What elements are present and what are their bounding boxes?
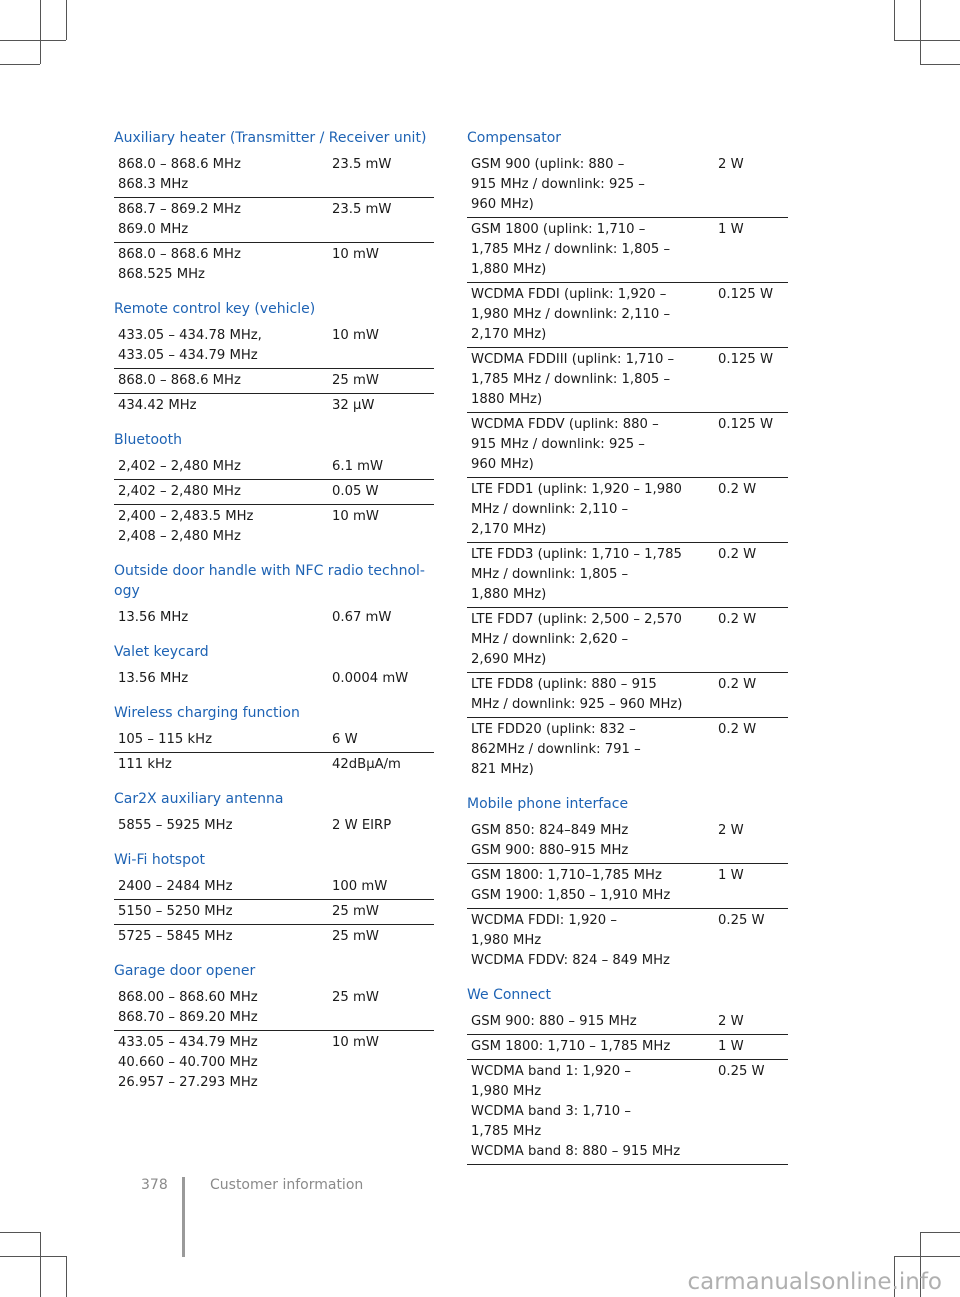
- table-row: [467, 819, 788, 864]
- frequency-cell: 433.05 – 434.78 MHz, 433.05 – 434.79 MHz: [114, 324, 328, 369]
- table-row: [114, 394, 434, 419]
- crop-mark: [894, 40, 960, 41]
- section-title: Bluetooth: [114, 432, 182, 448]
- table-row: [467, 413, 788, 478]
- frequency-cell: 433.05 – 434.79 MHz 40.660 – 40.700 MHz 26.957 – 27.293 MHz: [118, 1035, 258, 1090]
- table-row: [114, 505, 434, 550]
- power-cell: 42dBµA/m: [332, 757, 401, 772]
- table-row: [467, 1035, 788, 1060]
- power-cell: 0.25 W: [718, 913, 765, 928]
- table-row: [114, 667, 434, 691]
- table-row: [114, 875, 434, 900]
- table-row: [114, 324, 434, 369]
- spec-section: [467, 128, 788, 782]
- spec-section: [114, 642, 434, 691]
- power-cell: 25 mW: [332, 929, 379, 944]
- spec-table: [114, 728, 434, 777]
- frequency-cell: WCDMA FDDIII (uplink: 1,710 – 1,785 MHz / downlink: 1,805 – 1880 MHz): [467, 348, 714, 413]
- power-cell: 6 W: [328, 728, 434, 753]
- crop-mark: [40, 0, 41, 64]
- table-row: [114, 153, 434, 198]
- table-row: [467, 864, 788, 909]
- watermark: carmanualsonline.info: [687, 1269, 942, 1295]
- frequency-cell: GSM 900: 880 – 915 MHz: [467, 1010, 714, 1035]
- section-title: Garage door opener: [114, 963, 256, 979]
- spec-table: [467, 153, 788, 782]
- frequency-cell: GSM 1800: 1,710 – 1,785 MHz: [467, 1035, 714, 1060]
- spec-table: [114, 986, 434, 1095]
- crop-mark: [66, 0, 67, 40]
- section-title: Outside door handle with NFC radio technol- ogy: [114, 563, 425, 599]
- power-cell: 0.67 mW: [332, 610, 392, 625]
- table-row: [467, 608, 788, 673]
- table-row: [467, 543, 788, 608]
- section-title: Valet keycard: [114, 644, 209, 660]
- power-cell: 10 mW: [332, 509, 379, 524]
- power-cell: 25 mW: [328, 900, 434, 925]
- table-row: [114, 198, 434, 243]
- power-cell: 0.125 W: [714, 413, 788, 478]
- frequency-cell: 2,400 – 2,483.5 MHz 2,408 – 2,480 MHz: [118, 509, 254, 544]
- table-row: [467, 218, 788, 283]
- table-row: [467, 478, 788, 543]
- spec-section: [114, 561, 434, 630]
- frequency-cell: 868.0 – 868.6 MHz 868.525 MHz: [118, 247, 241, 282]
- crop-mark: [0, 64, 40, 65]
- power-cell: 1 W: [714, 218, 788, 283]
- table-row: [467, 283, 788, 348]
- table-row: [467, 718, 788, 783]
- power-cell: 10 mW: [332, 247, 379, 262]
- frequency-cell: LTE FDD20 (uplink: 832 – 862MHz / downlink: 791 – 821 MHz): [471, 722, 641, 777]
- frequency-cell: GSM 900 (uplink: 880 – 915 MHz / downlink: 925 – 960 MHz): [467, 153, 714, 218]
- power-cell: 10 mW: [332, 1035, 379, 1050]
- table-row: [467, 153, 788, 218]
- crop-mark: [920, 64, 960, 65]
- frequency-cell: WCDMA band 1: 1,920 – 1,980 MHz WCDMA band 3: 1,710 – 1,785 MHz WCDMA band 8: 880 – 915 MHz: [467, 1060, 714, 1165]
- frequency-cell: 111 kHz: [118, 757, 172, 772]
- power-cell: 1 W: [714, 1035, 788, 1060]
- table-row: [467, 348, 788, 413]
- spec-table: [114, 875, 434, 949]
- frequency-cell: GSM 1800 (uplink: 1,710 – 1,785 MHz / downlink: 1,805 – 1,880 MHz): [467, 218, 714, 283]
- frequency-cell: GSM 1800: 1,710–1,785 MHz GSM 1900: 1,850 – 1,910 MHz: [467, 864, 714, 909]
- table-row: [114, 753, 434, 778]
- spec-section: [114, 299, 434, 418]
- section-title: Car2X auxiliary antenna: [114, 791, 284, 807]
- page-footer: [0, 1177, 960, 1267]
- spec-section: [114, 128, 434, 287]
- power-cell: 0.125 W: [714, 283, 788, 348]
- spec-section: [114, 961, 434, 1095]
- section-title: Mobile phone interface: [467, 796, 629, 812]
- left-column: [114, 128, 434, 1107]
- spec-table: [467, 1010, 788, 1165]
- power-cell: 100 mW: [328, 875, 434, 900]
- crop-mark: [894, 0, 895, 40]
- power-cell: 0.2 W: [714, 478, 788, 543]
- power-cell: 0.2 W: [718, 722, 757, 737]
- spec-section: [114, 789, 434, 838]
- spec-section: [467, 794, 788, 973]
- table-row: [467, 909, 788, 974]
- power-cell: 6.1 mW: [328, 455, 434, 480]
- spec-section: [467, 985, 788, 1165]
- spec-table: [114, 324, 434, 418]
- frequency-cell: LTE FDD1 (uplink: 1,920 – 1,980 MHz / downlink: 2,110 – 2,170 MHz): [467, 478, 714, 543]
- power-cell: 23.5 mW: [328, 198, 434, 243]
- footer-divider: [182, 1177, 185, 1257]
- power-cell: 0.2 W: [714, 543, 788, 608]
- frequency-cell: 868.00 – 868.60 MHz 868.70 – 869.20 MHz: [114, 986, 328, 1031]
- power-cell: 0.2 W: [714, 608, 788, 673]
- power-cell: 1 W: [714, 864, 788, 909]
- frequency-cell: 105 – 115 kHz: [114, 728, 328, 753]
- power-cell: 0.125 W: [714, 348, 788, 413]
- frequency-cell: 5725 – 5845 MHz: [118, 929, 233, 944]
- frequency-cell: 13.56 MHz: [118, 610, 189, 625]
- frequency-cell: WCDMA FDDI: 1,920 – 1,980 MHz WCDMA FDDV: 824 – 849 MHz: [471, 913, 670, 968]
- footer-chapter-title: Customer information: [210, 1177, 364, 1193]
- section-title: Remote control key (vehicle): [114, 301, 316, 317]
- frequency-cell: 868.0 – 868.6 MHz: [114, 369, 328, 394]
- frequency-cell: 2,402 – 2,480 MHz: [114, 480, 328, 505]
- power-cell: 2 W: [714, 1010, 788, 1035]
- power-cell: 0.0004 mW: [332, 671, 409, 686]
- table-row: [467, 1010, 788, 1035]
- power-cell: 0.25 W: [714, 1060, 788, 1165]
- frequency-cell: WCDMA FDDI (uplink: 1,920 – 1,980 MHz / downlink: 2,110 – 2,170 MHz): [467, 283, 714, 348]
- frequency-cell: LTE FDD8 (uplink: 880 – 915 MHz / downlink: 925 – 960 MHz): [467, 673, 714, 718]
- table-row: [114, 606, 434, 630]
- table-row: [114, 986, 434, 1031]
- spec-table: [114, 153, 434, 287]
- power-cell: 2 W: [714, 819, 788, 864]
- frequency-cell: LTE FDD7 (uplink: 2,500 – 2,570 MHz / downlink: 2,620 – 2,690 MHz): [467, 608, 714, 673]
- crop-mark: [920, 0, 921, 64]
- power-cell: 25 mW: [328, 369, 434, 394]
- spec-table: [114, 455, 434, 549]
- spec-section: [114, 430, 434, 549]
- frequency-cell: 5855 – 5925 MHz: [118, 818, 233, 833]
- spec-section: [114, 850, 434, 949]
- section-title: Wi-Fi hotspot: [114, 852, 206, 868]
- spec-section: [114, 703, 434, 777]
- section-title: Auxiliary heater (Transmitter / Receiver unit): [114, 130, 427, 146]
- power-cell: 2 W: [714, 153, 788, 218]
- table-row: [114, 455, 434, 480]
- section-title: Wireless charging function: [114, 705, 300, 721]
- power-cell: 2 W EIRP: [332, 818, 392, 833]
- power-cell: 10 mW: [328, 324, 434, 369]
- crop-mark: [0, 40, 66, 41]
- table-row: [114, 900, 434, 925]
- table-row: [114, 369, 434, 394]
- spec-table: [114, 667, 434, 691]
- table-row: [114, 728, 434, 753]
- table-row: [114, 814, 434, 838]
- power-cell: 23.5 mW: [328, 153, 434, 198]
- table-row: [114, 925, 434, 950]
- frequency-cell: WCDMA FDDV (uplink: 880 – 915 MHz / downlink: 925 – 960 MHz): [467, 413, 714, 478]
- spec-table: [114, 606, 434, 630]
- table-row: [114, 1031, 434, 1096]
- table-row: [114, 480, 434, 505]
- table-row: [114, 243, 434, 288]
- power-cell: 0.05 W: [328, 480, 434, 505]
- right-column: [467, 128, 788, 1177]
- frequency-cell: 868.0 – 868.6 MHz 868.3 MHz: [114, 153, 328, 198]
- frequency-cell: 434.42 MHz: [118, 398, 197, 413]
- table-row: [467, 1060, 788, 1165]
- frequency-cell: 868.7 – 869.2 MHz 869.0 MHz: [114, 198, 328, 243]
- frequency-cell: 5150 – 5250 MHz: [114, 900, 328, 925]
- frequency-cell: LTE FDD3 (uplink: 1,710 – 1,785 MHz / downlink: 1,805 – 1,880 MHz): [467, 543, 714, 608]
- spec-table: [467, 819, 788, 973]
- power-cell: 25 mW: [328, 986, 434, 1031]
- section-title: We Connect: [467, 987, 551, 1003]
- page-number: 378: [141, 1177, 168, 1193]
- frequency-cell: GSM 850: 824–849 MHz GSM 900: 880–915 MHz: [467, 819, 714, 864]
- spec-table: [114, 814, 434, 838]
- frequency-cell: 2,402 – 2,480 MHz: [114, 455, 328, 480]
- frequency-cell: 13.56 MHz: [118, 671, 189, 686]
- frequency-cell: 2400 – 2484 MHz: [114, 875, 328, 900]
- table-row: [467, 673, 788, 718]
- section-title: Compensator: [467, 130, 562, 146]
- power-cell: 0.2 W: [714, 673, 788, 718]
- power-cell: 32 µW: [332, 398, 375, 413]
